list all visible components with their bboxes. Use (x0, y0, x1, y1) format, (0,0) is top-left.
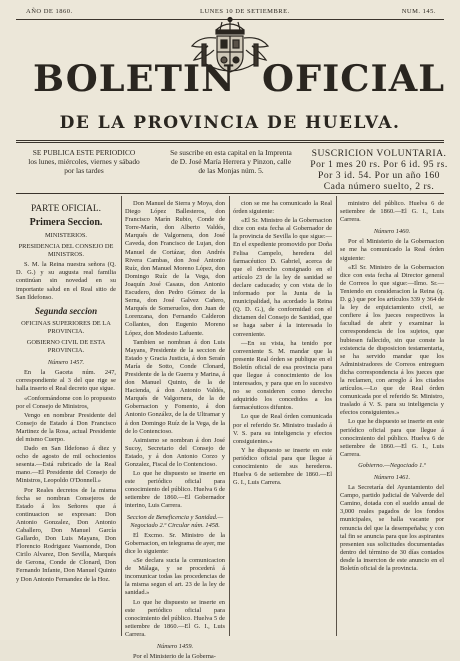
article-paragraph: «El Sr. Ministro de la Gobernacion dice con esta fecha al Director general de Correos lo que sigue:—Ilmo. Sr.—Teniendo en consideracion la Reina (q. D. g.) que por los artículos 339 y 364 de la ley de enjuiciamiento civil, se confiere á los jueces respectivos la facultad de abrir y examinar la correspondencia de los sujetos, que hubiesen fallecido, sin que conste la existencia de disposicion testamentaria, se ha servido mandar que los Administradores de Correos entreguen dicha correspondencia á los jueces que la reclamen, con arreglo á los citados artículos.—Lo que de Real órden comunicada por el referido Sr. Ministro, traslado á V. S. para su inteligencia y efectos consiguientes.» (340, 263, 444, 417)
subscription-prices (308, 148, 450, 192)
column-4 (340, 200, 444, 636)
masthead-title-left: BOLETIN (33, 58, 236, 100)
article-paragraph: Lo que de Real órden comunicada por el referido Sr. Ministro traslado á V. S. para su inteligencia y efectos consiguientes.» (233, 413, 332, 445)
masthead-title-right: OFICIAL (262, 58, 446, 100)
article-paragraph: Por el Ministerio de la Gobernacion se me ha comunicado la Real órden siguiente: (340, 238, 444, 262)
article-paragraph: Por el Ministerio de la Goberna- (133, 653, 216, 661)
column-1 (16, 200, 116, 636)
price-line: Cada número suelto, 2 rs. (323, 181, 435, 192)
section-heading: Gobierno.—Negociado 1.º (358, 461, 426, 469)
article-paragraph: S. M. la Reina nuestra señora (Q. D. G.) y su augusta real familia continúan sin novedad en su importante salud en el Real sitio de San Ildefonso. (16, 261, 116, 301)
article-paragraph: ministro del público. Huelva 6 de setiembre de 1860.—El G. I., Luis Carrera. (340, 200, 444, 224)
section-heading: Primera Seccion. (29, 217, 103, 228)
article-paragraph: «Conformándome con lo propuesto por el Consejo de Ministros, (16, 394, 116, 410)
article-paragraph: «Se declara sucia la comunicacion de Málaga, y se procederá á incomunicar todas las procedencias de la misma segun el art. 23 de la ley de sanidad.» (125, 557, 225, 597)
location-line: de D. José María Herrera y Pinzon, calle (170, 157, 292, 166)
column-divider (336, 196, 337, 636)
article-paragraph: El Excmo. Sr. Ministro de la Gobernacion, en telegrama de ayer, me dice lo siguiente: (125, 531, 225, 555)
article-paragraph: Y he dispuesto se inserte en este periódico oficial para que llegue á conocimiento de sus herederos. Huelva 6 de setiembre de 1860.—El G. I., Luis Carrera. (233, 446, 332, 487)
offices-heading: OFICINAS SUPERIORES DE LA PROVINCIA. (21, 319, 111, 335)
government-heading: GOBIERNO CIVIL DE ESTA PROVINCIA. (26, 338, 106, 355)
article-paragraph: Dado en San Ildefonso á diez y ocho de agosto de mil ochocientos sesenta.—Está rubricado de la Real mano.—El Presidente del Consejo de Ministros, Leopoldo O'Donnell.» (16, 445, 116, 485)
location-line: Se suscribe en esta capital en la Imprenta (170, 148, 292, 157)
schedule-line: los lunes, miércoles, viernes y sábado (28, 157, 140, 166)
year-label: AÑO DE 1860. (26, 8, 73, 15)
article-paragraph: —En su vista, ha tenido por conveniente S. M. mandar que la presente Real órden se publique en el Boletín oficial de esa provincia para que llegue á conocimiento de los interesados, y para que en lo sucesivo no se consideren como derecho adquirido los concedidos a los farmacéuticos difuntos. (233, 339, 332, 412)
ministries-heading: MINISTERIOS. (44, 232, 88, 239)
subtitle-rule (16, 140, 444, 141)
article-paragraph: Vengo en nombrar Presidente del Consejo de Estado á Don Francisco Martinez de la Rosa, actual Presidente del mismo Cuerpo. (16, 411, 116, 443)
schedule-line: por las tardes (64, 166, 104, 175)
part-heading: PARTE OFICIAL. (31, 204, 101, 214)
article-paragraph: Por Reales decretos de la misma fecha se nombran Consejeros de Estado á los Señores que á continuacion se expresan: Don Antonio Gonzalez, Don Antonio Caballero, Don Manuel García Gallardo, Don Luis Mayans, Don Florencio Rodriguez Vaamonde, Don Cirilo Alvarez, Don Sevilla, Marqués de Gerona, Conde de Clonard, Don Fernando Infante, Don Manuel Quinto y Don Antonio Fernandez de la Hoz. (16, 486, 116, 583)
article-number: Número 1461. (373, 474, 411, 481)
article-paragraph: cion se me ha comunicado la Real órden siguiente: (233, 200, 332, 216)
presidency-heading: PRESIDENCIA DEL CONSEJO DE MINISTROS. (18, 243, 114, 259)
article-paragraph: Tambien se nombran á don Luis Mayans, Presidente de la seccion de Estado y Gracia Justicia, á don Seraín María de Sotto, Conde Clonard, Presidente de la de Guerra y Marina, á don Manuel Quinto, de la de Hacienda, á don Antonio Valdés, Marqués de Valgornera, de la de Gobernacion y Fomento, á don Antonio González, de la de Ultramar y á don Domingo Ruíz de la Vega, de la de lo Contencioso. (125, 338, 225, 435)
article-paragraph: La Secretaría del Ayuntamiento del Campo, partido judicial de Valverde del Camino, dotada con el sueldo anual de 3,000 reales pagados de los fondos municipales, se halla vacante por renuncia del que la desempeñaba; y con tal fin se anuncia para que los aspirantes presenten sus solicitudes documentadas dentro del término de 30 días contados desde la insercion de este anuncio en el Boletín oficial de la provincia. (340, 484, 444, 573)
article-paragraph: Lo que he dispuesto se inserte en este periódico oficial para conocimiento del público. Huelva 6 de setiembre de 1860.—El Gobernador interino, Luis Carrera. (125, 470, 225, 510)
article-paragraph: En la Gaceta núm. 247, correspondiente al 3 del que rige se halla inserto el Real decreto que sigue. (16, 369, 116, 393)
column-2 (125, 200, 225, 661)
column-divider (229, 196, 230, 636)
article-paragraph: Asimismo se nombran á don José Sucoy, Secretario del Consejo de Estado, y á don Antonio Corzo y Gonzalez, Fiscal de lo Contencioso. (125, 436, 225, 468)
article-paragraph: «El Sr. Ministro de la Gobernacion dice con esta fecha al Gobernador de la provincia de Sevilla lo que sigue:—En el expediente promovido por Doña Felisa Campelo, heredera del farmacéutico D. Gabriel, acerca de que el derecho consignado en el artículo 23 de la ley de sanidad se declare caducado; y con vista de lo informado por la Junta de la municipalidad, ha acordado la Reina (Q. D. G.), de conformidad con el dictamen del Consejo de Sanidad, que se haga saber á la interesada lo conveniente. (233, 217, 332, 338)
article-number: Número 1459. (156, 642, 194, 650)
article-paragraph: Lo que he dispuesto se inserte en este periódico oficial para que llegue á conocimiento del público. Huelva 6 de setiembre de 1860.—El G. I., Luis Carrera. (340, 418, 445, 458)
column-3 (233, 200, 332, 636)
article-number: Número 1460. (373, 228, 411, 236)
price-line: Por 3 id. 54. Por un año 160 (318, 170, 440, 181)
article-paragraph: Lo que he dispuesto se inserte en este periódico oficial para conocimiento del público. Huelva 5 de setiembre de 1860.—El G. I., Luis Carrera. (125, 598, 225, 638)
schedule-line: SE PUBLICA ESTE PERIODICO (32, 148, 136, 157)
section-heading: Seccion de Beneficencia y Sanidad.—Negociado 2.º Circular núm. 1458. (126, 513, 224, 529)
subscription-location (158, 148, 304, 175)
masthead-subtitle: DE LA PROVINCIA DE HUELVA. (59, 113, 401, 133)
article-paragraph: Don Manuel de Sierra y Moya, don Diego López Ballesteros, don Francisco Marín Rubio, Conde de Torre-Marín, don Alberto Valdés, Marqués de Valgornera, don José Caveda, don Francisco de Lujan, don Manuel de Cortázar, don Andrés Rivera Cambas, don José Antonio Ruíz, don Manuel Moreno López, don Domingo Ruíz de la Vega, don Joaquín José Casaus, don Antonio Escudero, don Pedro Gómez de la Serna, don José Galvez Cañero, Marqués de Someruelos, don Juan de Lorenzana, don Fernando Calderon Collantes, don Eugenio Moreno López, don Modesto Lafuente. (125, 200, 225, 337)
column-divider (121, 196, 122, 636)
price-line: Por 1 mes 20 rs. Por 6 id. 95 rs. (310, 159, 448, 170)
issue-date: LUNES 10 DE SETIEMBRE. (200, 8, 290, 15)
section-heading: Segunda seccion (34, 305, 98, 316)
prices-title: SUSCRICION VOLUNTARIA. (311, 148, 447, 159)
subtitle-rule-2 (16, 142, 444, 143)
location-line: de las Monjas núm. 5. (198, 166, 264, 175)
publication-schedule (14, 148, 154, 175)
issue-number: NUM. 145. (401, 8, 436, 15)
article-number: Número 1457. (47, 359, 85, 367)
header-bottom-rule (16, 193, 444, 194)
